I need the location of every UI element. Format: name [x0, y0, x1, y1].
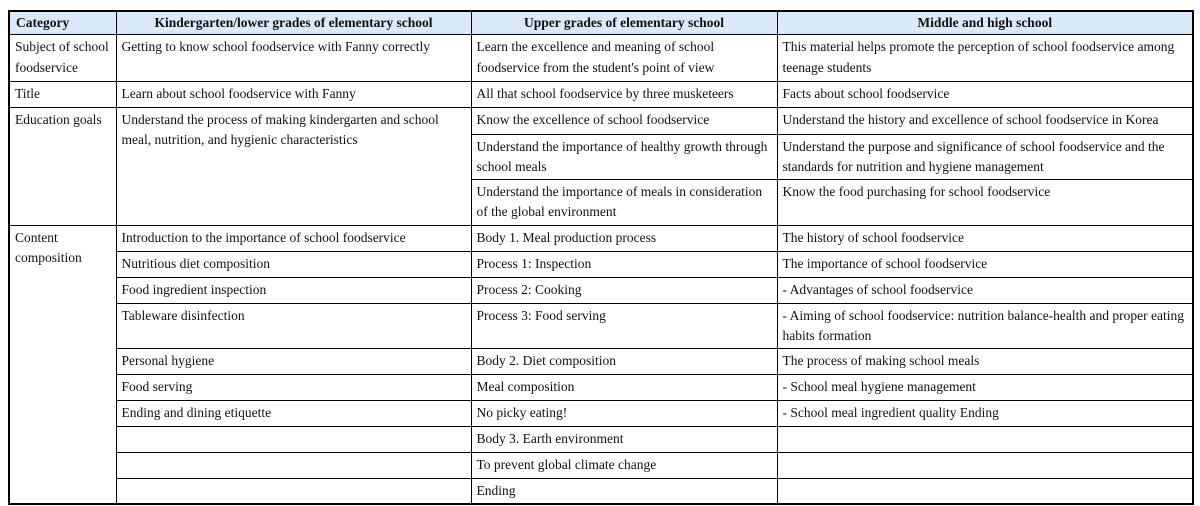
content-composition-row-10: [9, 479, 1193, 505]
content-composition-row-2: [9, 251, 1193, 277]
content-upper-cell: Meal composition: [471, 375, 777, 401]
content-composition-label: Content composition: [9, 225, 116, 504]
education-goals-label: Education goals: [9, 107, 116, 225]
content-composition-row-3: [9, 277, 1193, 303]
content-upper-cell: No picky eating!: [471, 401, 777, 427]
header-cell-upper-grades: Upper grades of elementary school: [471, 11, 777, 35]
content-middle-high-cell: The importance of school foodservice: [777, 251, 1193, 277]
curriculum-table: [8, 10, 1194, 505]
header-row: [9, 11, 1193, 35]
content-upper-cell: Body 1. Meal production process: [471, 225, 777, 251]
content-upper-cell: To prevent global climate change: [471, 453, 777, 479]
title-row-label: Title: [9, 82, 116, 107]
content-kindergarten-cell: Nutritious diet composition: [116, 251, 471, 277]
content-kindergarten-cell: [116, 453, 471, 479]
subject-row: [9, 35, 1193, 82]
education-goals-kindergarten-cell: Understand the process of making kindergarten and school meal, nutrition, and hygienic characteristics: [116, 107, 471, 225]
content-upper-cell: Process 2: Cooking: [471, 277, 777, 303]
content-composition-row-4: [9, 303, 1193, 349]
content-composition-row-7: [9, 401, 1193, 427]
header-cell-kindergarten: Kindergarten/lower grades of elementary school: [116, 11, 471, 35]
content-middle-high-cell: - Advantages of school foodservice: [777, 277, 1193, 303]
content-middle-high-cell: [777, 453, 1193, 479]
content-middle-high-cell: - School meal ingredient quality Ending: [777, 401, 1193, 427]
education-goals-upper-cell: Understand the importance of meals in consideration of the global environment: [471, 180, 777, 226]
content-kindergarten-cell: Personal hygiene: [116, 349, 471, 375]
content-upper-cell: Body 3. Earth environment: [471, 427, 777, 453]
content-upper-cell: Body 2. Diet composition: [471, 349, 777, 375]
title-row: [9, 82, 1193, 107]
content-kindergarten-cell: [116, 479, 471, 505]
content-middle-high-cell: - School meal hygiene management: [777, 375, 1193, 401]
content-upper-cell: Ending: [471, 479, 777, 505]
content-kindergarten-cell: Introduction to the importance of school foodservice: [116, 225, 471, 251]
content-kindergarten-cell: Tableware disinfection: [116, 303, 471, 349]
content-kindergarten-cell: Food serving: [116, 375, 471, 401]
content-composition-row-1: [9, 225, 1193, 251]
subject-middle-high-cell: This material helps promote the perception of school foodservice among teenage students: [777, 35, 1193, 82]
education-goals-upper-cell: Understand the importance of healthy growth through school meals: [471, 134, 777, 180]
education-goals-middle-high-cell: Know the food purchasing for school foodservice: [777, 180, 1193, 226]
header-cell-category: Category: [9, 11, 116, 35]
content-middle-high-cell: The process of making school meals: [777, 349, 1193, 375]
title-kindergarten-cell: Learn about school foodservice with Fanny: [116, 82, 471, 107]
subject-row-label: Subject of school foodservice: [9, 35, 116, 82]
content-middle-high-cell: - Aiming of school foodservice: nutrition balance-health and proper eating habits formation: [777, 303, 1193, 349]
subject-kindergarten-cell: Getting to know school foodservice with Fanny correctly: [116, 35, 471, 82]
header-cell-middle-high: Middle and high school: [777, 11, 1193, 35]
content-kindergarten-cell: Ending and dining etiquette: [116, 401, 471, 427]
content-composition-row-6: [9, 375, 1193, 401]
content-composition-row-5: [9, 349, 1193, 375]
title-middle-high-cell: Facts about school foodservice: [777, 82, 1193, 107]
education-goals-upper-cell: Know the excellence of school foodservice: [471, 107, 777, 134]
subject-upper-cell: Learn the excellence and meaning of school foodservice from the student's point of view: [471, 35, 777, 82]
title-upper-cell: All that school foodservice by three musketeers: [471, 82, 777, 107]
content-kindergarten-cell: [116, 427, 471, 453]
content-upper-cell: Process 3: Food serving: [471, 303, 777, 349]
education-goals-middle-high-cell: Understand the purpose and significance of school foodservice and the standards for nutrition and hygiene management: [777, 134, 1193, 180]
education-goals-row-1: [9, 107, 1193, 134]
content-middle-high-cell: [777, 479, 1193, 505]
education-goals-middle-high-cell: Understand the history and excellence of school foodservice in Korea: [777, 107, 1193, 134]
content-kindergarten-cell: Food ingredient inspection: [116, 277, 471, 303]
content-middle-high-cell: [777, 427, 1193, 453]
content-upper-cell: Process 1: Inspection: [471, 251, 777, 277]
content-composition-row-9: [9, 453, 1193, 479]
content-composition-row-8: [9, 427, 1193, 453]
content-middle-high-cell: The history of school foodservice: [777, 225, 1193, 251]
